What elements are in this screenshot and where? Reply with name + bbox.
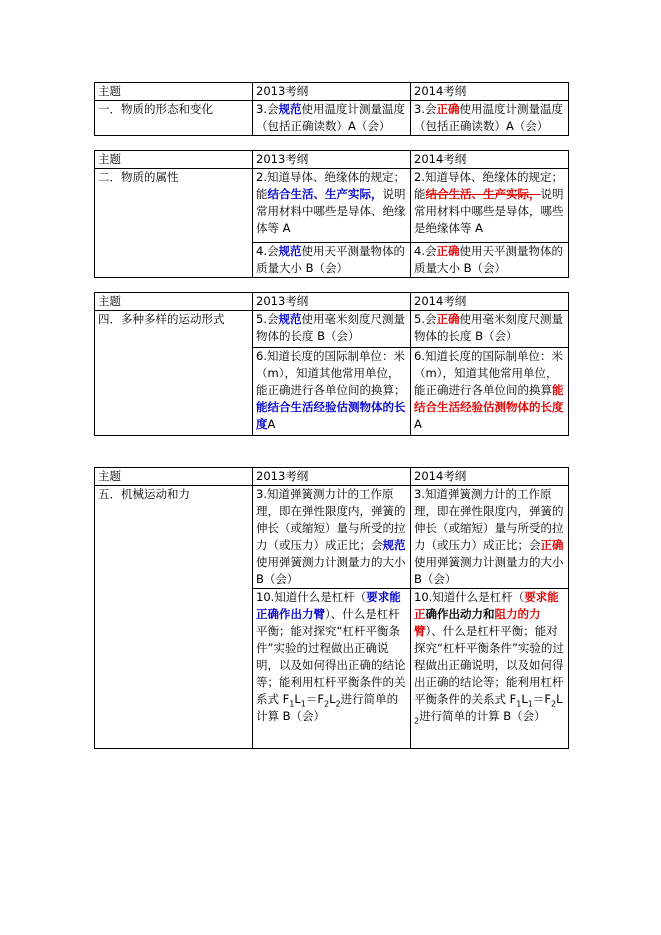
header-2014: 2014考纲	[411, 293, 569, 311]
header-row	[95, 293, 569, 311]
text-segment: 使用天平测量物体的质量大小 B（会）	[256, 244, 405, 275]
text-segment: L	[329, 692, 336, 706]
header-2013: 2013考纲	[253, 468, 411, 486]
text-segment: ）、什么是杠杆平衡；能对探究“杠杆平衡条件”实验的过程做出正确说明，以及如何得出正确的结论等；能利用杠杆平衡条件的关系式 F	[414, 624, 564, 706]
text-segment: 使用弹簧测力计测量力的大小 B（会）	[414, 555, 564, 586]
header-2013: 2013考纲	[253, 83, 411, 101]
text-segment: 使用毫米刻度尺测量物体的长度 B（会）	[414, 312, 563, 343]
header-topic: 主题	[95, 468, 253, 486]
highlighted-text: 规范	[278, 312, 302, 326]
text-segment: 3.知道弹簧测力计的工作原理，即在弹性限度内，弹簧的伸长（或缩短）量与所受的拉力（或压力）成正比；会	[256, 487, 406, 552]
text-segment: L	[556, 692, 563, 706]
text-segment: 进行简单的计算 B（会）	[256, 692, 399, 723]
highlighted-text: 正确	[436, 244, 460, 258]
topic-cell: 二．物质的属性	[95, 169, 253, 278]
header-2014: 2014考纲	[411, 151, 569, 169]
header-row	[95, 83, 569, 101]
topic-cell: 五．机械运动和力	[95, 486, 253, 749]
highlighted-text: 正确	[436, 102, 460, 116]
header-topic: 主题	[95, 293, 253, 311]
highlighted-text: 规范	[278, 102, 302, 116]
text-segment: 使用弹簧测力计测量力的大小 B（会）	[256, 555, 406, 586]
text-segment: 1	[300, 699, 306, 709]
header-row	[95, 151, 569, 169]
text-segment: L	[521, 692, 528, 706]
text-segment: A	[267, 417, 276, 431]
header-2013: 2013考纲	[253, 293, 411, 311]
text-segment: 说明常用材料中哪些是导体，哪些是绝缘体等 A	[414, 187, 564, 235]
text-segment: ＝F	[532, 692, 552, 706]
syllabus-2014-cell	[411, 311, 569, 348]
text-segment: 2	[551, 699, 557, 709]
header-2014: 2014考纲	[411, 468, 569, 486]
header-topic: 主题	[95, 83, 253, 101]
highlighted-text: 要求能正	[414, 590, 559, 621]
syllabus-2014-cell	[411, 589, 569, 749]
text-segment: 2.知道导体、绝缘体的规定；能	[414, 170, 563, 201]
table-row	[95, 101, 569, 136]
highlighted-text: 正确	[540, 538, 564, 552]
text-segment: 1	[527, 699, 533, 709]
syllabus-2014-cell	[411, 243, 569, 278]
text-segment: 使用温度计测量温度（包括正确读数）A（会）	[256, 102, 405, 133]
text-segment: 3.会	[414, 102, 437, 116]
syllabus-2014-cell	[411, 348, 569, 436]
text-segment: 2	[324, 699, 330, 709]
syllabus-2014-cell	[411, 101, 569, 136]
highlighted-text: 结合生活、生产实际，	[267, 187, 383, 201]
text-segment: L	[294, 692, 301, 706]
text-segment: 使用天平测量物体的质量大小 B（会）	[414, 244, 563, 275]
text-segment: 使用温度计测量温度（包括正确读数）A（会）	[414, 102, 563, 133]
highlighted-text: 结合生活、生产实际，	[425, 187, 541, 201]
syllabus-2013-cell	[253, 169, 411, 243]
syllabus-2013-cell	[253, 243, 411, 278]
text-segment: A	[414, 417, 422, 431]
text-segment: 3.知道弹簧测力计的工作原理，即在弹性限度内，弹簧的伸长（或缩短）量与所受的拉力（或压力）成正比；会	[414, 487, 564, 552]
table-row	[95, 311, 569, 348]
syllabus-2013-cell	[253, 348, 411, 436]
header-2014: 2014考纲	[411, 83, 569, 101]
text-segment: 5.会	[414, 312, 437, 326]
text-segment: 进行简单的计算 B（会）	[419, 709, 546, 723]
text-segment: 5.会	[256, 312, 279, 326]
text-segment: 2	[414, 716, 420, 726]
text-segment: 3.会	[256, 102, 279, 116]
header-2013: 2013考纲	[253, 151, 411, 169]
text-segment: 说明常用材料中哪些是导体、绝缘体等 A	[256, 187, 406, 235]
highlighted-text: 规范	[278, 244, 302, 258]
text-segment: 2.知道导体、绝缘体的规定；能	[256, 170, 405, 201]
text-segment: 6.知道长度的国际制单位：米（m），知道其他常用单位，能正确进行各单位间的换算	[414, 349, 563, 397]
highlighted-text: 能结合生活经验估测物体的长度	[414, 383, 564, 414]
syllabus-2013-cell	[253, 101, 411, 136]
table-row	[95, 486, 569, 589]
syllabus-2013-cell	[253, 486, 411, 589]
text-segment: 使用毫米刻度尺测量物体的长度 B（会）	[256, 312, 405, 343]
syllabus-comparison-table	[94, 467, 569, 749]
table-row	[95, 169, 569, 243]
highlighted-text: 规范	[382, 538, 406, 552]
highlighted-text: 能结合生活经验估测物体的长度	[256, 400, 406, 431]
topic-cell: 一．物质的形态和变化	[95, 101, 253, 136]
text-segment: 10.知道什么是杠杆（	[414, 590, 525, 604]
text-segment: ＝F	[305, 692, 325, 706]
text-segment: 6.知道长度的国际制单位：米（m），知道其他常用单位，能正确进行各单位间的换算；	[256, 349, 406, 397]
text-segment: 4.会	[414, 244, 437, 258]
highlighted-text: 阻力的力臂	[414, 607, 541, 638]
text-segment: 1	[516, 699, 522, 709]
text-segment: 2	[335, 699, 341, 709]
syllabus-comparison-table	[94, 292, 569, 436]
syllabus-2013-cell	[253, 311, 411, 348]
highlighted-text: 正确	[436, 312, 460, 326]
syllabus-comparison-table	[94, 150, 569, 278]
topic-cell: 四．多种多样的运动形式	[95, 311, 253, 436]
text-segment: 1	[289, 699, 295, 709]
syllabus-2014-cell	[411, 169, 569, 243]
header-row	[95, 468, 569, 486]
syllabus-2014-cell	[411, 486, 569, 589]
text-segment: ）、什么是杠杆平衡；能对探究“杠杆平衡条件”实验的过程做出正确说明，以及如何得出正确的结论等；能利用杠杆平衡条件的关系式 F	[256, 607, 406, 706]
text-segment: 4.会	[256, 244, 279, 258]
header-topic: 主题	[95, 151, 253, 169]
syllabus-comparison-table	[94, 82, 569, 136]
text-segment: 10.知道什么是杠杆（	[256, 590, 367, 604]
highlighted-text: 要求能正确作出力臂	[256, 590, 401, 621]
highlighted-text: 确作出动力和	[425, 607, 495, 621]
syllabus-2013-cell	[253, 589, 411, 749]
